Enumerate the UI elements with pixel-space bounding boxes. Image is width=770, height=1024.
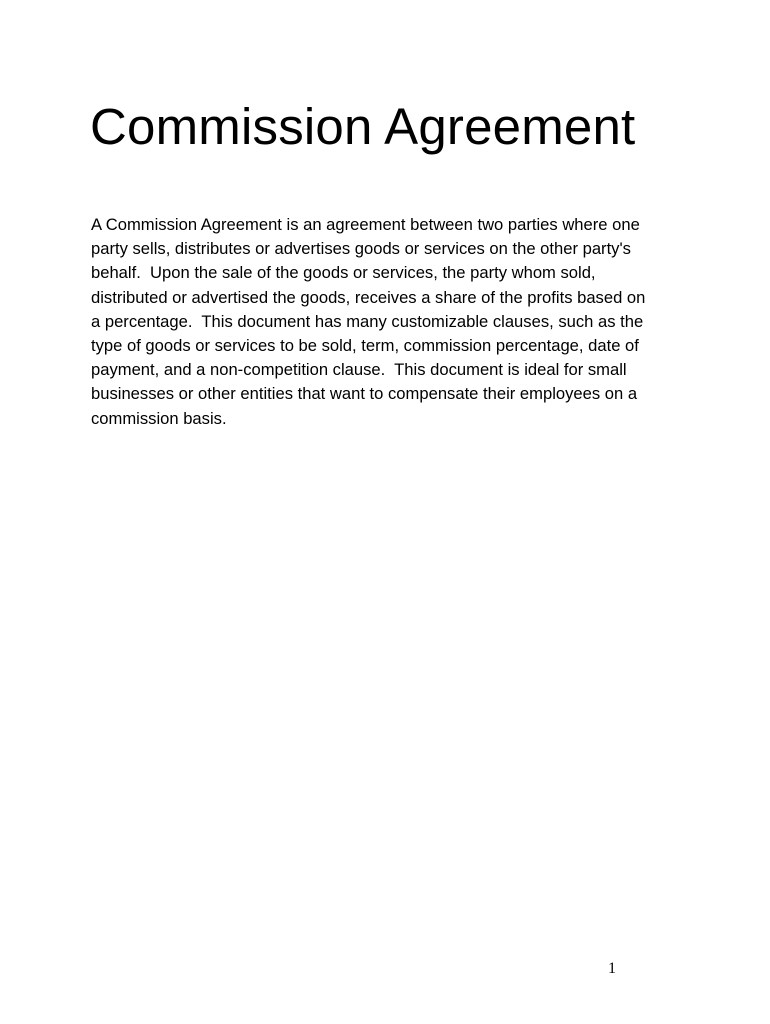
page-number: 1 xyxy=(608,960,616,977)
paragraph-line: commission basis. xyxy=(91,408,227,428)
paragraph-line: payment, and a non-competition clause. This document is ideal for small xyxy=(91,360,627,380)
paragraph-line: A Commission Agreement is an agreement between two parties where one xyxy=(91,215,640,234)
paragraph-line: businesses or other entities that want to compensate their employees on a xyxy=(91,384,638,404)
paragraph-line: behalf. Upon the sale of the goods or services, the party whom sold, xyxy=(91,263,596,283)
paragraph-line: type of goods or services to be sold, term, commission percentage, date of xyxy=(91,336,639,356)
paragraph-line: a percentage. This document has many customizable clauses, such as the xyxy=(91,311,644,331)
paragraph-line: party sells, distributes or advertises goods or services on the other party's xyxy=(91,239,631,259)
document-title: Commission Agreement xyxy=(90,98,636,155)
description-paragraph xyxy=(91,213,691,431)
paragraph-line: distributed or advertised the goods, receives a share of the profits based on xyxy=(91,287,646,307)
